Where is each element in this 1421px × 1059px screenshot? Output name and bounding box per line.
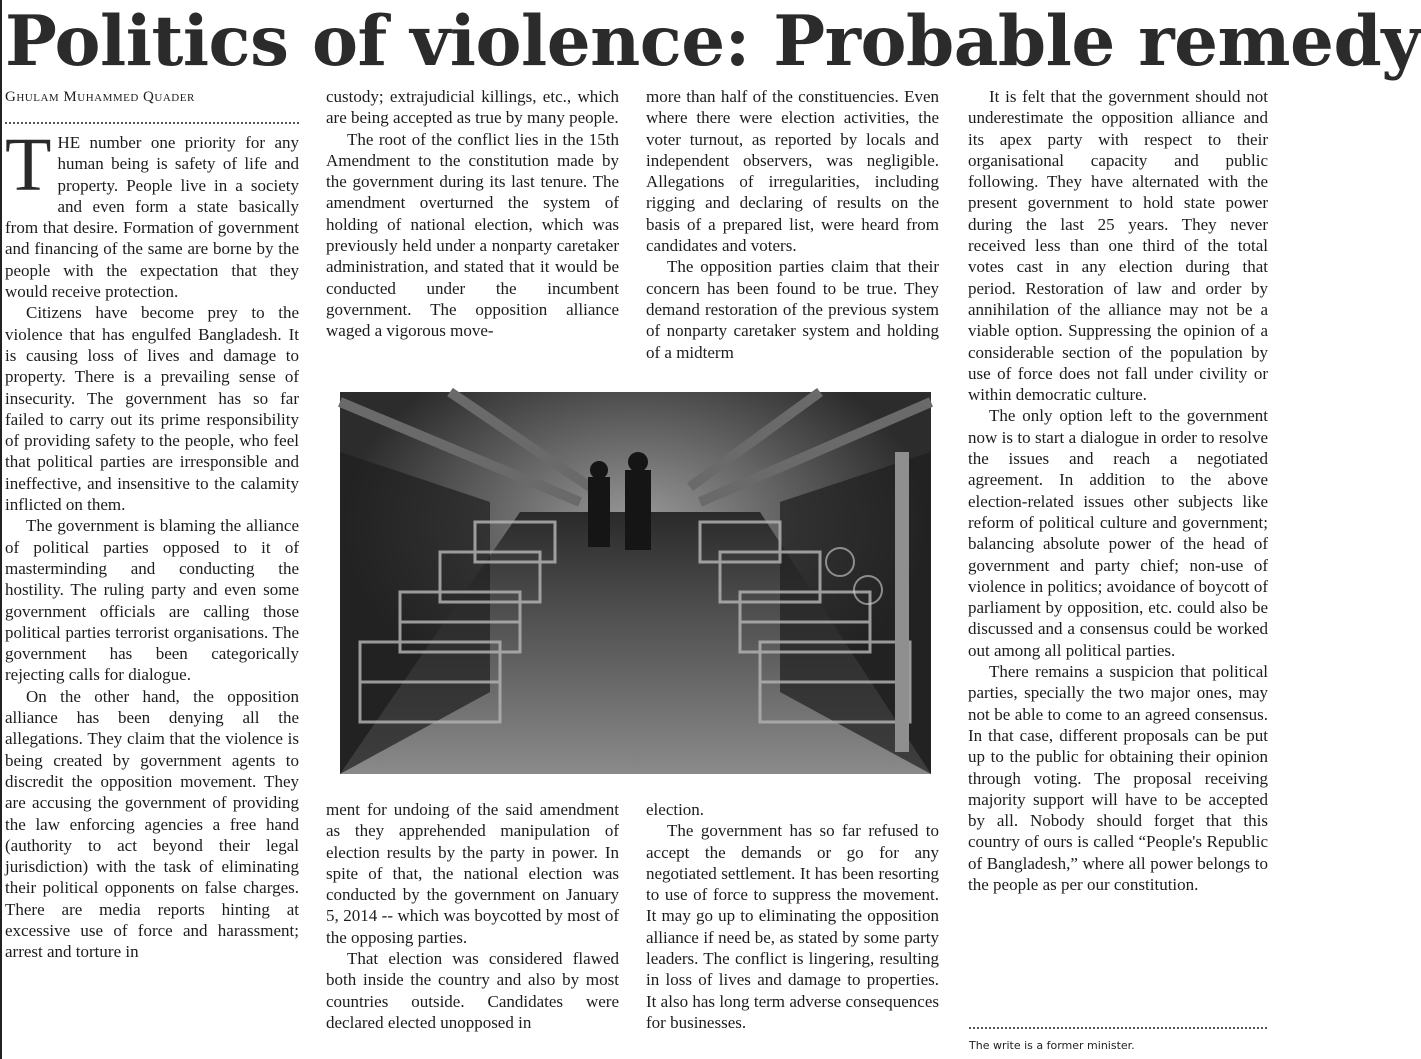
byline: Ghulam Muhammed Quader (5, 89, 195, 105)
paragraph (5, 123, 299, 302)
column-4 (968, 86, 1268, 1018)
headline-bold: Politics of violence: (5, 1, 750, 82)
paragraph: That election was considered flawed both inside the country and also by most countries outside. Candidates were declared elected unopposed in (326, 949, 619, 1032)
paragraph: The government has so far refused to accept the demands or go for any negotiated settlement. It has been resorting to use of force to suppress the movement. It may go up to eliminating the opposition alliance if need be, as stated by some party leaders. The conflict is lingering, resulting in loss of lives and damage to properties. It also has long term adverse consequences for businesses. (646, 821, 939, 1032)
burnt-bus-illustration (340, 392, 931, 774)
paragraph: more than half of the constituencies. Even where there were election activities, the voter turnout, as reported by locals and independent observers, was negligible. Allegations of irregularities, including rigging and declaring of results on the basis of a prepared list, were heard from candidates and voters. (646, 87, 939, 256)
column-2-top (326, 86, 619, 384)
paragraph: Citizens have become prey to the violence that has engulfed Bangladesh. It is causing loss of lives and damage to property. There is a prevailing sense of insecurity. The government has so far failed to carry out its prime responsibility of providing safety to the people, who feel that political parties are irresponsible and ineffective, and insensitive to the calamity inflicted on them. (5, 303, 299, 515)
column-3-top (646, 86, 939, 384)
bus-wreck-photo (340, 392, 931, 774)
paragraph-text: HE number one priority for any human being is safety of life and property. People live in a society and even form a state basically from that desire. Formation of government and financing of the same are borne by the people with the expectation that they would receive protection. (5, 133, 299, 302)
paragraph: ment for undoing of the said amendment as they apprehended manipulation of election results by the party in power. In spite of that, the national election was conducted by the government on January 5, 2014 -- which was boycotted by most of the opposing parties. (326, 800, 619, 947)
column-2-bottom (326, 799, 619, 1054)
paragraph: custody; extrajudicial killings, etc., which are being accepted as true by many people. (326, 87, 619, 128)
paragraph: There remains a suspicion that political parties, specially the two major ones, may not be able to come to an agreed consensus. In that case, different proposals can be put up to the public for obtaining their opinion through voting. The proposal receiving majority support will have to be accepted by all. Nobody should forget that this country of ours is called “People's Republic of Bangladesh,” where all power belongs to the people as per our constitution. (968, 662, 1268, 894)
headline (5, 1, 1421, 82)
headline-light: Probable remedy (773, 1, 1421, 82)
paragraph: On the other hand, the opposition alliance has been denying all the allegations. They claim that the violence is being created by government agents to discredit the opposition movement. They are accusing the government of providing the law enforcing agencies a free hand (authority to act beyond their legal jurisdiction) with the task of eliminating their political opponents on false charges. There are media reports hinting at excessive use of force and harassment; arrest and torture in (5, 686, 299, 962)
drop-cap: T (5, 123, 52, 207)
paragraph: The only option left to the government now is to start a dialogue in order to resolve the issues and reach a negotiated agreement. In addition to the above election-related issues other subjects like reform of political culture and government; balancing absolute power of the head of government and party chief; non-use of violence in politics; avoidance of boycott of parliament by opposition, etc. could also be discussed and a consensus could be worked out among all political parties. (968, 406, 1268, 660)
footer-divider (969, 1027, 1267, 1029)
paragraph: The government is blaming the alliance of political parties opposed to it of masterminding and conducting the hostility. The ruling party and even some government officials are calling those political parties terrorist organisations. The government has been categorically rejecting calls for dialogue. (5, 516, 299, 685)
left-column-rule (0, 0, 2, 1059)
author-note: The write is a former minister. (969, 1039, 1135, 1052)
paragraph: It is felt that the government should not underestimate the opposition alliance and its apex party with respect to their organisational capacity and public following. They have alternated with the present government to hold state power during the last 25 years. They never received less than one third of the total votes cast in any election during that period. Restoration of law and order by annihilation of the alliance may not be a viable option. Suppressing the opinion of a considerable section of the population by use of force does not fall under civility or within democratic culture. (968, 87, 1268, 405)
column-3-bottom (646, 799, 939, 1054)
column-1 (5, 123, 299, 1054)
paragraph: The root of the conflict lies in the 15th Amendment to the constitution made by the government during its last tenure. The amendment overturned the system of holding of national election, which was previously held under a nonparty caretaker administration, and stated that it would be conducted under the incumbent government. The opposition alliance waged a vigorous move- (326, 129, 619, 341)
paragraph: The opposition parties claim that their concern has been found to be true. They demand restoration of the previous system of nonparty caretaker system and holding of a midterm (646, 257, 939, 362)
paragraph: election. (646, 800, 705, 819)
